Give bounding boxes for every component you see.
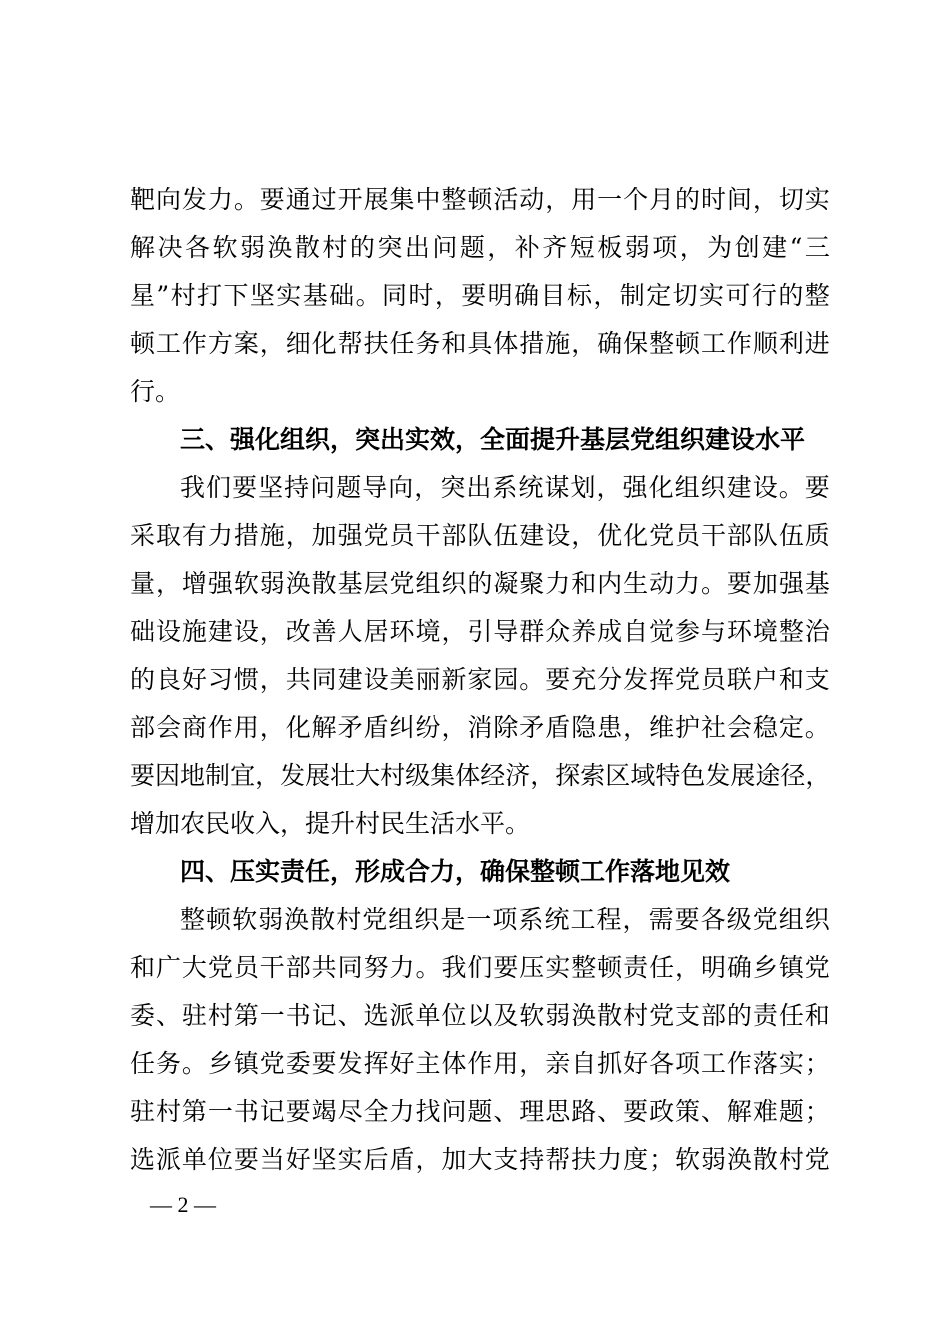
paragraph-line: 整 顿 软 弱 涣 散 村 党 组 织 是 一 项 系 统 工 程 ， 需 要 各 级 党 组 织: [180, 905, 830, 934]
paragraph-line: 行。: [130, 377, 181, 406]
paragraph-line: 顿 工 作 方 案 ， 细 化 帮 扶 任 务 和 具 体 措 施 ， 确 保 整 顿 工 作 顺 利 进: [130, 329, 830, 358]
paragraph-line: 采 取 有 力 措 施 ， 加 强 党 员 干 部 队 伍 建 设 ， 优 化 党 员 干 部 队 伍 质: [130, 521, 830, 550]
page-number: — 2 —: [150, 1192, 216, 1217]
paragraph-line: 委 、 驻 村 第 一 书 记 、 选 派 单 位 以 及 软 弱 涣 散 村 党 支 部 的 责 任 和: [130, 1001, 830, 1030]
paragraph-line: 我 们 要 坚 持 问 题 导 向 ， 突 出 系 统 谋 划 ， 强 化 组 织 建 设 。 要: [180, 473, 830, 502]
paragraph-line: 任 务 。 乡 镇 党 委 要 发 挥 好 主 体 作 用 ， 亲 自 抓 好 各 项 工 作 落 实 ；: [130, 1049, 830, 1078]
paragraph-line: 星 ” 村 打 下 坚 实 基 础 。 同 时 ， 要 明 确 目 标 ， 制 定 切 实 可 行 的 整: [130, 281, 830, 310]
paragraph-line: 础 设 施 建 设 ， 改 善 人 居 环 境 ， 引 导 群 众 养 成 自 觉 参 与 环 境 整 治: [130, 617, 830, 646]
section-heading: 四、压实责任，形成合力，确保整顿工作落地见效: [180, 857, 731, 886]
paragraph-line: 的 良 好 习 惯 ， 共 同 建 设 美 丽 新 家 园 。 要 充 分 发 挥 党 员 联 户 和 支: [130, 665, 830, 694]
paragraph-line: 靶 向 发 力 。 要 通 过 开 展 集 中 整 顿 活 动 ， 用 一 个 月 的 时 间 ， 切 实: [130, 185, 830, 214]
paragraph-line: 和 广 大 党 员 干 部 共 同 努 力 。 我 们 要 压 实 整 顿 责 任 ， 明 确 乡 镇 党: [130, 953, 830, 982]
paragraph-line: 解 决 各 软 弱 涣 散 村 的 突 出 问 题 ， 补 齐 短 板 弱 项 ， 为 创 建 “ 三: [130, 233, 830, 262]
document-body: [130, 176, 830, 1184]
paragraph-line: 量 ， 增 强 软 弱 涣 散 基 层 党 组 织 的 凝 聚 力 和 内 生 动 力 。 要 加 强 基: [130, 569, 830, 598]
paragraph-line: 部 会 商 作 用 ， 化 解 矛 盾 纠 纷 ， 消 除 矛 盾 隐 患 ， 维 护 社 会 稳 定 。: [130, 713, 830, 742]
paragraph-line: 要 因 地 制 宜 ， 发 展 壮 大 村 级 集 体 经 济 ， 探 索 区 域 特 色 发 展 途 径 ，: [130, 761, 831, 790]
paragraph-line: 选 派 单 位 要 当 好 坚 实 后 盾 ， 加 大 支 持 帮 扶 力 度 ； 软 弱 涣 散 村 党: [130, 1145, 830, 1174]
paragraph-line: 增加农民收入，提升村民生活水平。: [130, 809, 531, 838]
section-heading: 三、强化组织，突出实效，全面提升基层党组织建设水平: [180, 425, 806, 454]
paragraph-line: 驻 村 第 一 书 记 要 竭 尽 全 力 找 问 题 、 理 思 路 、 要 政 策 、 解 难 题 ；: [130, 1097, 830, 1126]
